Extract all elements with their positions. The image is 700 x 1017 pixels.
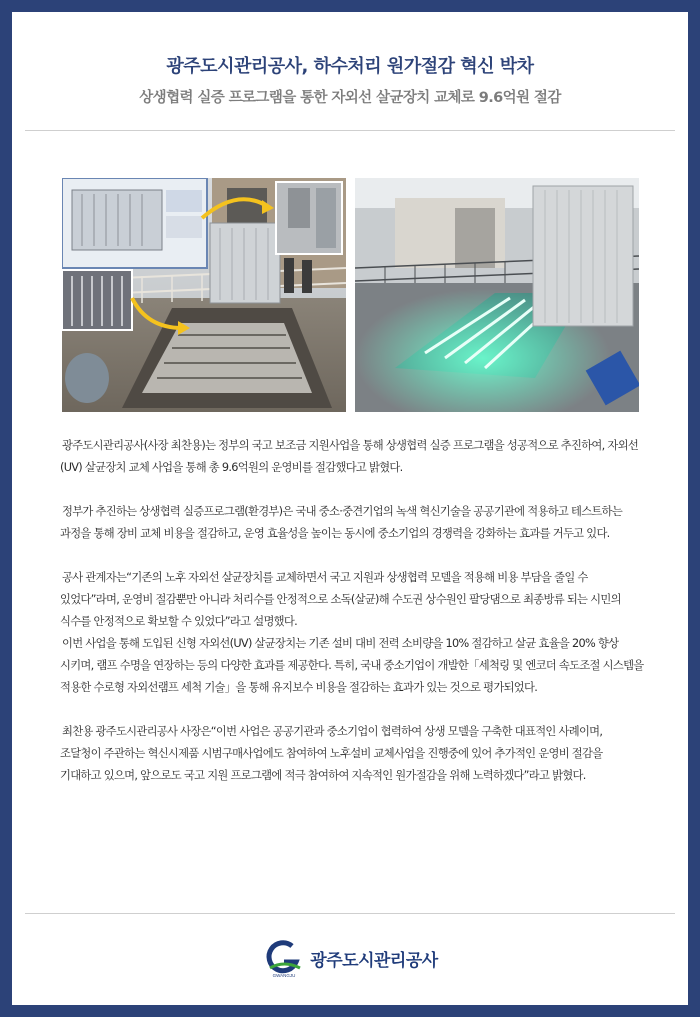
article-body xyxy=(60,435,644,787)
paragraph-ceo-quote: 최찬용 광주도시관리공사 사장은“이번 사업은 공공기관과 중소기업이 협력하여 상생 모델을 구축한 대표적인 사례이며, 조달청이 주관하는 혁신시제품 시범구매사업에도 참여하여 노후설비 교체사업을 진행중에 있어 추가적인 운영비 절감을 기대하고 있으며, 앞으로도 국고 지원 프로그램에 적극 참여하여 지속적인 원가절감을 위해 노력하겠다”라고 밝혔다. xyxy=(60,725,603,782)
org-name: 광주도시관리공사 xyxy=(310,950,438,971)
org-logo xyxy=(12,938,688,978)
press-release-card xyxy=(12,12,688,1005)
paragraph-quote: 공사 관계자는“기존의 노후 자외선 살균장치를 교체하면서 국고 지원과 상생협력 모델을 적용해 비용 부담을 줄일 수 있었다”라며, 운영비 절감뿐만 아니라 처리수를 안정적으로 소독(살균)해 수도권 상수원인 팔당댐으로 최종방류 되는 시민의 식수를 안정적으로 확보할 수 있었다”라고 설명했다. xyxy=(60,571,621,628)
page-title: 광주도시관리공사, 하수처리 원가절감 혁신 박차 xyxy=(166,56,534,77)
photo-old-uv-equipment xyxy=(62,178,346,412)
svg-text:GWANGJU: GWANGJU xyxy=(272,973,296,978)
header-divider xyxy=(25,130,675,131)
paragraph-effects: 이번 사업을 통해 도입된 신형 자외선(UV) 살균장치는 기존 설비 대비 전력 소비량을 10% 절감하고 살균 효율을 20% 향상 시키며, 램프 수명을 연장하는 등의 다양한 효과를 제공한다. 특히, 국내 중소기업이 개발한「세척링 및 엔코더 속도조절 시스템을 적용한 수로형 자외선램프 세척 기술」을 통해 유지보수 비용을 절감하는 효과가 있는 것으로 평가되었다. xyxy=(60,637,644,694)
paragraph-program: 정부가 추진하는 상생협력 실증프로그램(환경부)은 국내 중소·중견기업의 녹색 혁신기술을 공공기관에 적용하고 테스트하는 과정을 통해 장비 교체 비용을 절감하고, 운영 효율성을 높이는 동시에 중소기업의 경쟁력을 강화하는 효과를 거두고 있다. xyxy=(60,505,623,540)
paragraph-intro: 광주도시관리공사(사장 최찬용)는 정부의 국고 보조금 지원사업을 통해 상생협력 실증 프로그램을 성공적으로 추진하여, 자외선(UV) 살균장치 교체 사업을 통해 총 9.6억원의 운영비를 절감했다고 밝혔다. xyxy=(60,439,639,474)
page-subtitle: 상생협력 실증 프로그램을 통한 자외선 살균장치 교체로 9.6억원 절감 xyxy=(139,90,561,106)
footer-divider xyxy=(25,913,675,914)
logo-g-icon xyxy=(262,938,306,978)
photo-new-uv-equipment xyxy=(355,178,639,412)
